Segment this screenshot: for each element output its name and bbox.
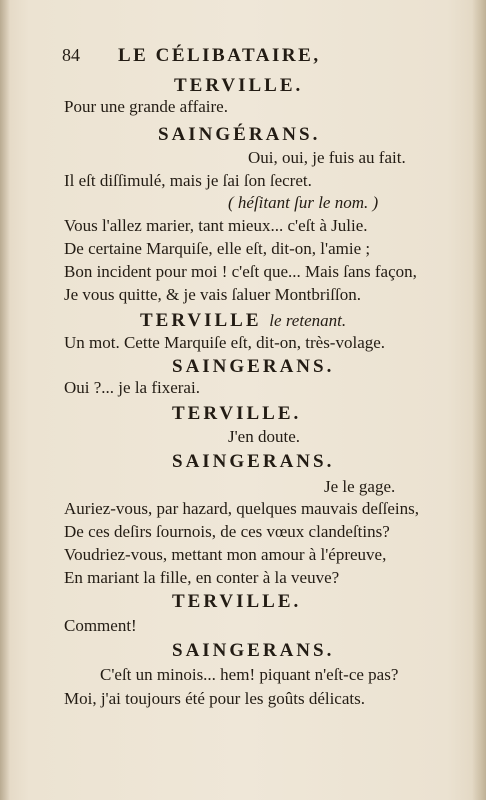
page-number: 84 [62, 45, 80, 65]
stage-direction: le retenant. [269, 311, 347, 330]
verse-line: Moi, j'ai toujours été pour les goûts délicats. [64, 689, 365, 708]
verse-line: De certaine Marquiſe, elle eſt, dit-on, l'amie ; [64, 239, 371, 258]
running-title: LE CÉLIBATAIRE, [118, 45, 321, 66]
verse-line: Oui, oui, je fuis au fait. [248, 148, 406, 167]
verse-line: C'eſt un minois... hem! piquant n'eſt-ce pas? [100, 665, 399, 684]
verse-line: Je vous quitte, & je vais ſaluer Montbriſſon. [64, 285, 361, 304]
verse-line: Voudriez-vous, mettant mon amour à l'épreuve, [64, 545, 387, 564]
speaker-name: SAINGERANS. [172, 640, 335, 661]
verse-line: Pour une grande affaire. [64, 97, 228, 116]
speaker-label: TERVILLE [140, 310, 262, 331]
speaker-name: TERVILLE. [172, 591, 302, 612]
speaker-name [140, 311, 346, 330]
spine-shadow [0, 0, 10, 800]
verse-line: Un mot. Cette Marquiſe eſt, dit-on, très-volage. [64, 333, 386, 352]
speaker-name: SAINGÉRANS. [158, 124, 321, 145]
verse-line: En mariant la fille, en conter à la veuve? [64, 568, 340, 587]
verse-line: Auriez-vous, par hazard, quelques mauvais deſſeins, [64, 499, 419, 518]
speaker-name: TERVILLE. [174, 75, 304, 96]
verse-line: De ces deſirs ſournois, de ces vœux clandeſtins? [64, 522, 390, 541]
speaker-name: SAINGERANS. [172, 451, 335, 472]
verse-line: Oui ?... je la fixerai. [64, 378, 200, 397]
verse-line: Je le gage. [324, 477, 396, 496]
verse-line: Comment! [64, 616, 137, 635]
verse-line: Il eſt diſſimulé, mais je ſai ſon ſecret. [64, 171, 312, 190]
verse-line: Vous l'allez marier, tant mieux... c'eſt à Julie. [64, 216, 368, 235]
verse-line: Bon incident pour moi ! c'eſt que... Mais ſans façon, [64, 262, 417, 281]
speaker-name: SAINGERANS. [172, 356, 335, 377]
page-edge [472, 0, 486, 800]
verse-line: J'en doute. [228, 427, 300, 446]
stage-direction: ( héſitant ſur le nom. ) [228, 193, 379, 212]
speaker-name: TERVILLE. [172, 403, 302, 424]
